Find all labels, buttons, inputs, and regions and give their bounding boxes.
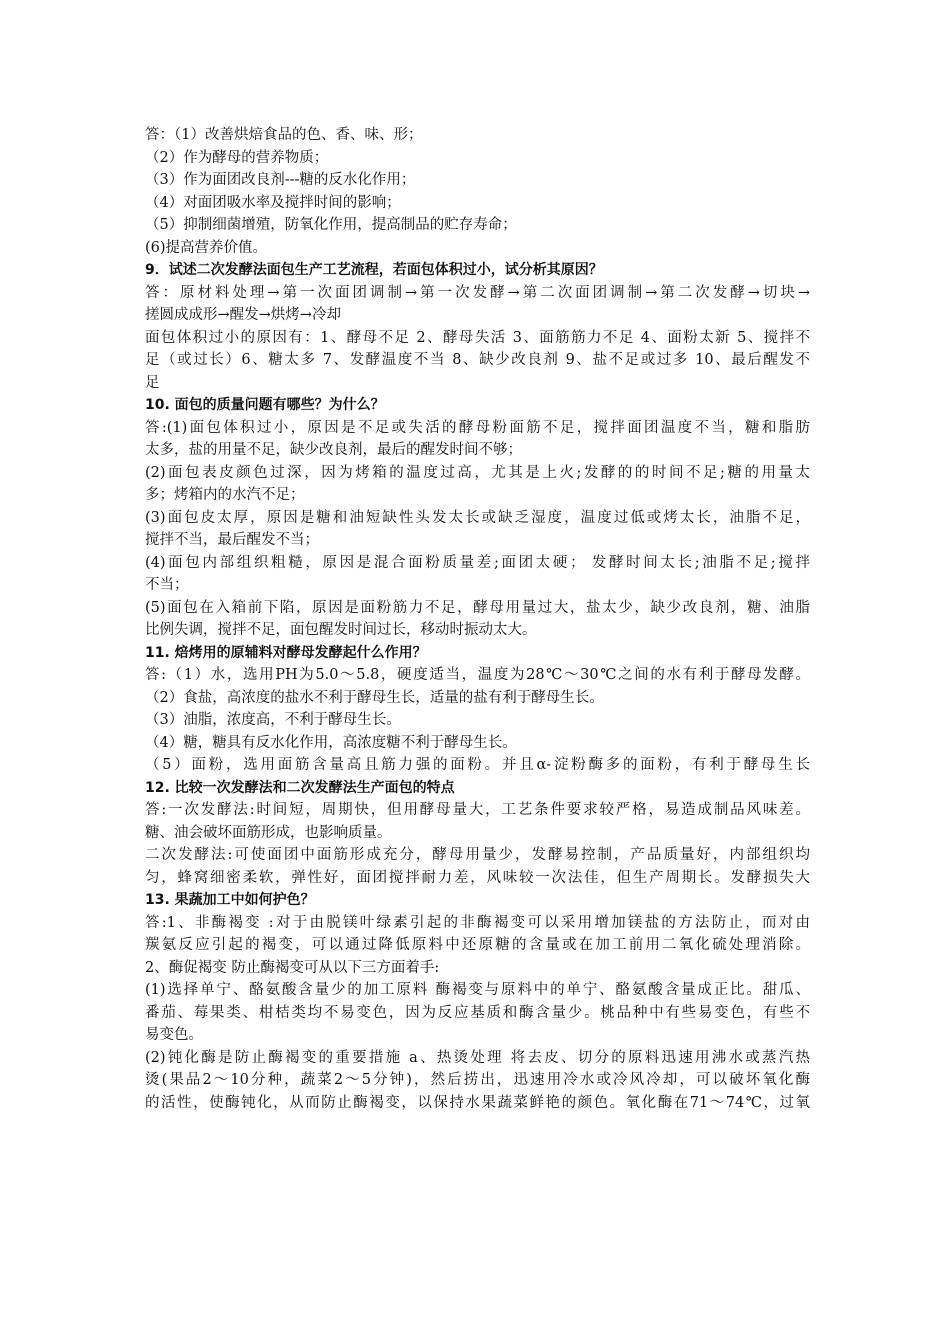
text-line: （4）对面团吸水率及搅拌时间的影响； [145,194,401,211]
text-line: 答:一次发酵法:时间短，周期快，但用酵母量大，工艺条件要求较严格，易造成制品风味差。 [145,802,810,818]
text-line: 不当； [145,577,189,593]
text-line: 二次发酵法:可使面团中面筋形成充分，酵母用量少，发酵易控制，产品质量好，内部组织均 [145,847,810,863]
text-line: 番茄、莓果类、柑桔类均不易变色，因为反应基质和酶含量少。桃品种中有些易变色，有些不 [145,1004,810,1021]
text-line: （2）作为酵母的营养物质； [145,149,329,166]
text-line: （3）作为面团改良剂---糖的反水化作用； [145,172,416,188]
question-heading: 9．试述二次发酵法面包生产工艺流程，若面包体积过小，试分析其原因？ [145,262,603,278]
text-line: 烫(果品2～10分种，蔬菜2～5分钟)，然后捞出，迅速用冷水或冷风冷却，可以破坏氧化酶 [145,1072,810,1088]
text-line: 羰氨反应引起的褐变，可以通过降低原料中还原糖的含量或在加工前用二氧化硫处理消除。 [145,937,810,953]
text-line: 糖、油会破坏面筋形成，也影响质量。 [145,824,392,841]
text-line: 的活性，使酶钝化，从而防止酶褐变，以保持水果蔬菜鲜艳的颜色。氧化酶在71～74℃，过氧 [145,1094,810,1111]
text-line: （5）面粉，选用面筋含量高且筋力强的面粉。并且α-淀粉酶多的面粉，有利于酵母生长 [145,757,810,773]
text-line: 多；烤箱内的水汽不足； [145,487,305,503]
text-line: (6)提高营养价值。 [145,239,268,256]
document-page [145,124,810,1114]
text-line: 答:1、非酶褐变 :对于由脱镁叶绿素引起的非酶褐变可以采用增加镁盐的方法防止，而对由 [145,914,810,931]
text-line: 2、酶促褐变 防止酶褐变可从以下三方面着手: [145,959,440,976]
text-line: (1)选择单宁、酪氨酸含量少的加工原料 酶褐变与原料中的单宁、酪氨酸含量成正比。甜瓜、 [145,982,810,998]
text-line: （5）抑制细菌增殖，防氧化作用，提高制品的贮存寿命； [145,217,517,233]
text-line: 匀，蜂窝细密柔软，弹性好，面团搅拌耐力差，风味较一次法佳，但生产周期长。发酵损失大 [145,869,810,886]
text-line: 答：（1）改善烘焙食品的色、香、味、形； [145,127,423,143]
text-line: (3)面包皮太厚，原因是糖和油短缺性头发太长或缺乏湿度，温度过低或烤太长，油脂不足， [145,509,810,526]
text-line: 答:(1)面包体积过小，原因是不足或失活的酵母粉面筋不足，搅拌面团温度不当，糖和脂肪 [145,419,810,436]
text-line: 面包体积过小的原因有：1、酵母不足 2、酵母失活 3、面筋筋力不足 4、面粉太新 5、搅拌不 [145,329,810,346]
text-line: （3）油脂，浓度高，不利于酵母生长。 [145,712,401,728]
text-line: 搅拌不当，最后醒发不当； [145,532,319,548]
question-heading: 13. 果蔬加工中如何护色？ [145,892,315,908]
question-heading: 10. 面包的质量问题有哪些？为什么？ [145,397,385,413]
text-line: (2)面包表皮颜色过深，因为烤箱的温度过高，尤其是上火;发酵的的时间不足;糖的用量太 [145,464,810,481]
text-line: （2）食盐，高浓度的盐水不利于酵母生长，适量的盐有利于酵母生长。 [145,689,604,706]
text-line: 足 [145,374,160,391]
text-line: (5)面包在入箱前下陷，原因是面粉筋力不足，酵母用量过大，盐太少，缺少改良剂，糖、油脂 [145,599,810,616]
text-line: 比例失调，搅拌不足，面包醒发时间过长，移动时振动太大。 [145,622,537,638]
text-line: 答:（1）水，选用PH为5.0～5.8，硬度适当，温度为28℃～30℃之间的水有利于酵母发酵。 [145,667,810,683]
text-line: (2)钝化酶是防止酶褐变的重要措施 a、热烫处理 将去皮、切分的原料迅速用沸水或蒸汽热 [145,1049,810,1066]
text-line: （4）糖，糖具有反水化作用，高浓度糖不利于酵母生长。 [145,734,517,751]
question-heading: 11. 焙烤用的原辅料对酵母发酵起什么作用？ [145,644,427,661]
text-line: 易变色。 [145,1027,203,1043]
text-line: 太多，盐的用量不足，缺少改良剂，最后的醒发时间不够； [145,442,522,458]
text-line: 答：原材料处理→第一次面团调制→第一次发酵→第二次面团调制→第二次发酵→切块→ [145,284,810,301]
text-line: 搓圆成成形→醒发→烘烤→冷却 [145,307,341,323]
text-line: (4)面包内部组织粗糙，原因是混合面粉质量差;面团太硬； 发酵时间太长;油脂不足;搅拌 [145,554,810,571]
text-line: 足（或过长）6、糖太多 7、发酵温度不当 8、缺少改良剂 9、盐不足或过多 10、最后醒发不 [145,352,810,368]
question-heading: 12. 比较一次发酵法和二次发酵法生产面包的特点 [145,779,455,796]
